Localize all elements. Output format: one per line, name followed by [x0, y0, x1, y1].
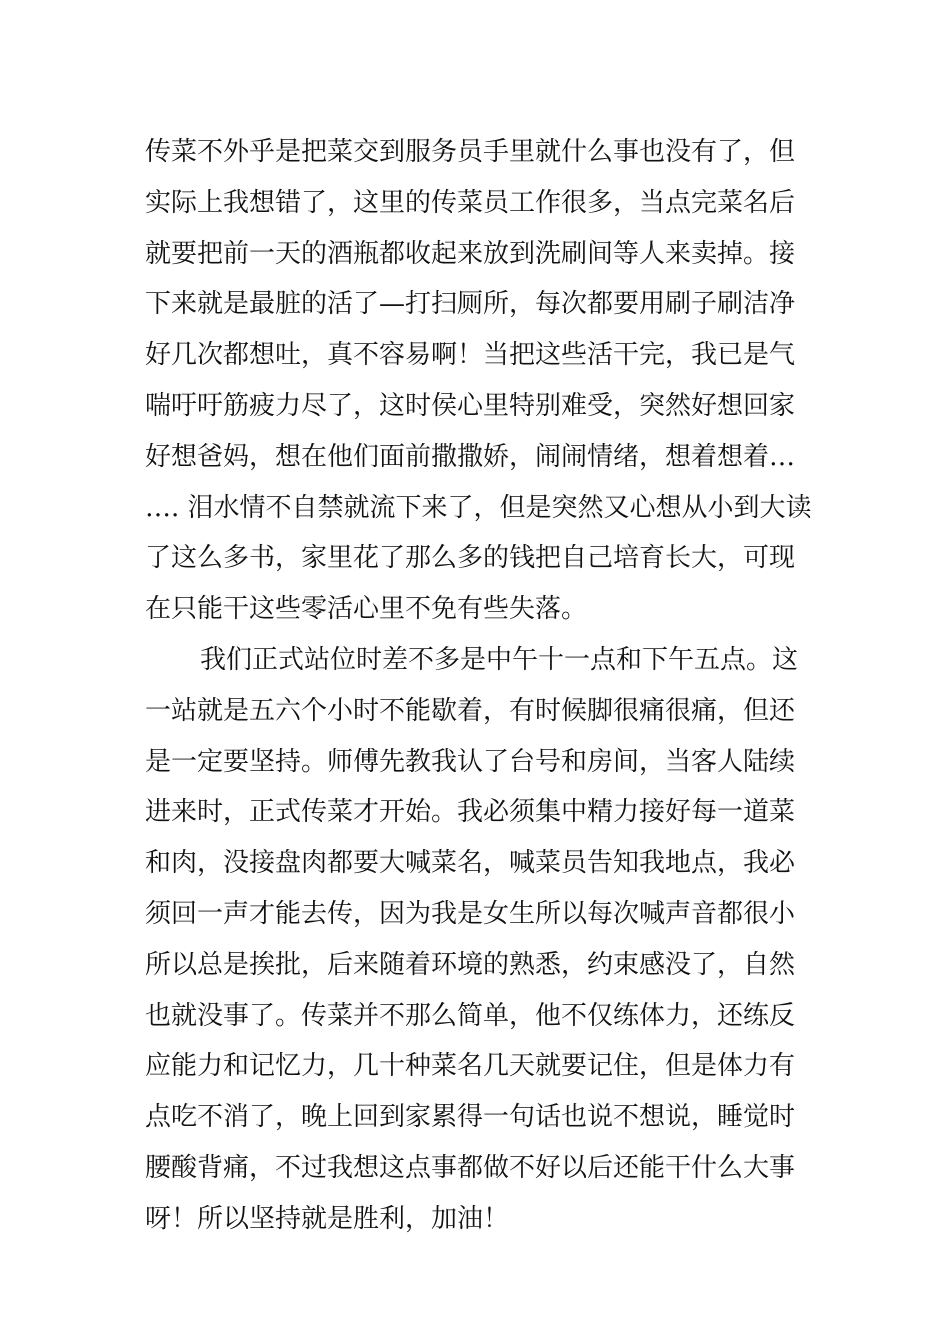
paragraph-1	[145, 127, 815, 635]
text-line: 也就没事了。传菜并不那么简单，他不仅练体力，还练反	[145, 1000, 796, 1031]
text-line-first: 我们正式站位时差不多是中午十一点和下午五点。这	[200, 644, 799, 675]
text-line: 喘吁吁筋疲力尽了，这时侯心里特别难受，突然好想回家	[145, 390, 796, 421]
text-line: 好几次都想吐，真不容易啊！当把这些活干完，我已是气	[145, 340, 796, 371]
text-line: 就要把前一天的酒瓶都收起来放到洗刷间等人来卖掉。接	[145, 238, 796, 269]
text-line: 进来时，正式传菜才开始。我必须集中精力接好每一道菜	[145, 797, 796, 828]
text-line: 点吃不消了，晚上回到家累得一句话也说不想说，睡觉时	[145, 1102, 796, 1133]
text-line: 一站就是五六个小时不能歇着，有时候脚很痛很痛，但还	[145, 695, 796, 726]
text-line: 传菜不外乎是把菜交到服务员手里就什么事也没有了，但	[145, 137, 796, 167]
text-line: 和肉，没接盘肉都要大喊菜名，喊菜员告知我地点，我必	[145, 848, 796, 879]
text-line: 呀！所以坚持就是胜利，加油！	[145, 1203, 510, 1234]
text-line: 实际上我想错了，这里的传菜员工作很多，当点完菜名后	[145, 187, 796, 218]
text-line: 了这么多书，家里花了那么多的钱把自己培育长大，可现	[145, 543, 796, 574]
text-line: 下来就是最脏的活了—打扫厕所，每次都要用刷子刷洁净	[145, 289, 796, 320]
text-line: 须回一声才能去传，因为我是女生所以每次喊声音都很小	[145, 898, 796, 929]
text-line: …. 泪水情不自禁就流下来了，但是突然又心想从小到大读	[145, 492, 812, 523]
document-body	[145, 127, 815, 1245]
text-line: 在只能干这些零活心里不免有些失落。	[145, 594, 588, 625]
text-line: 腰酸背痛，不过我想这点事都做不好以后还能干什么大事	[145, 1152, 796, 1183]
text-line: 所以总是挨批，后来随着环境的熟悉，约束感没了，自然	[145, 949, 796, 980]
text-line: 应能力和记忆力，几十种菜名几天就要记住，但是体力有	[145, 1051, 796, 1082]
paragraph-2	[145, 635, 815, 1245]
text-line: 是一定要坚持。师傅先教我认了台号和房间，当客人陆续	[145, 746, 796, 777]
text-line: 好想爸妈，想在他们面前撒撒娇，闹闹情绪，想着想着…	[145, 441, 796, 472]
